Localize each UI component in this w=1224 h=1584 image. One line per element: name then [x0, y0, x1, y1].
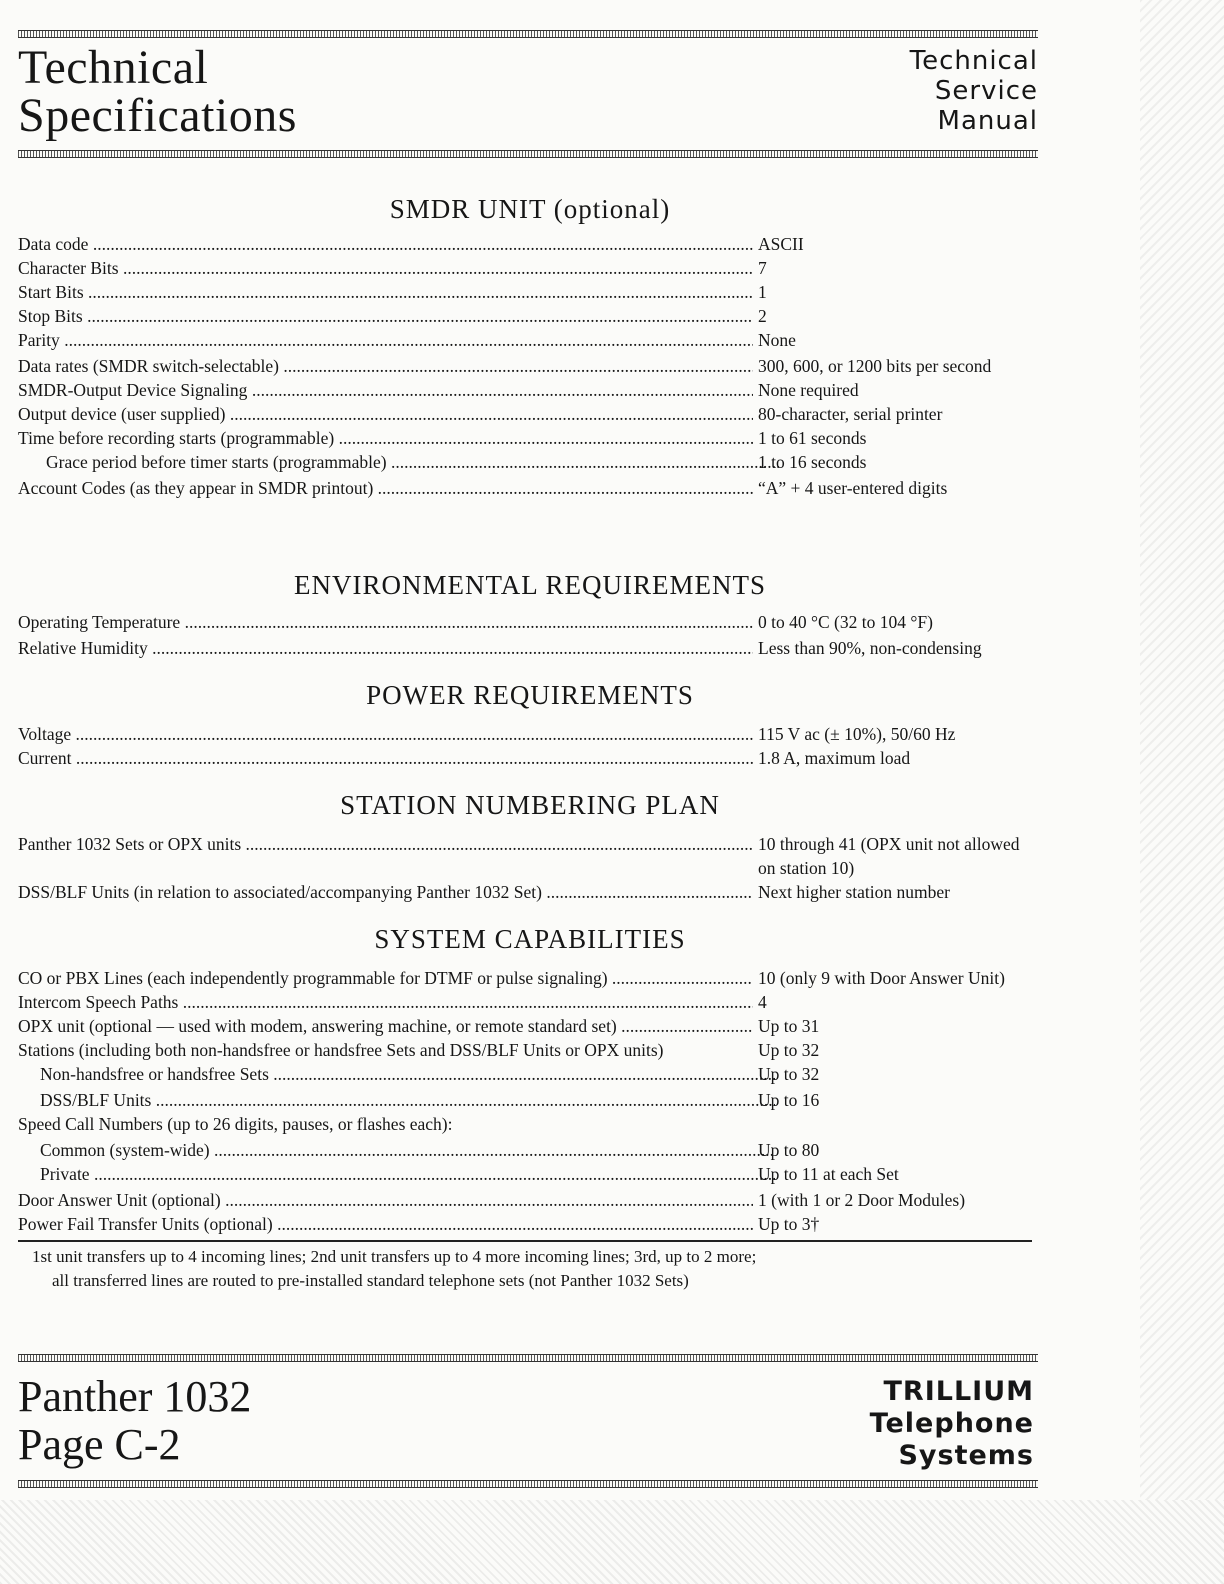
- spec-value: 10 through 41 (OPX unit not allowed on station 10): [758, 834, 1020, 878]
- spec-label: Current .....: [18, 746, 753, 770]
- spec-value: 0 to 40 °C (32 to 104 °F): [758, 612, 933, 632]
- spec-row: [18, 402, 1048, 426]
- spec-value: 10 (only 9 with Door Answer Unit): [758, 968, 1005, 988]
- spec-label: Character Bits .....: [18, 256, 753, 280]
- spec-label: Intercom Speech Paths .....: [18, 990, 753, 1014]
- spec-row: [18, 722, 1048, 746]
- spec-value: 1.8 A, maximum load: [758, 748, 911, 768]
- spec-row: [18, 280, 1048, 304]
- spec-row: [18, 1138, 1048, 1162]
- spec-label: Start Bits .....: [18, 280, 753, 304]
- section-heading-smdr: SMDR UNIT (optional): [389, 194, 671, 224]
- spec-label: Account Codes (as they appear in SMDR printout) .....: [18, 476, 753, 500]
- spec-value: 7: [758, 258, 767, 278]
- spec-row: [18, 426, 1048, 450]
- spec-row: [18, 990, 1048, 1014]
- section-heading-capabilities: SYSTEM CAPABILITIES: [374, 924, 686, 954]
- spec-label: DSS/BLF Units (in relation to associated/accompanying Panther 1032 Set) .....: [18, 880, 753, 904]
- spec-label: Time before recording starts (programmable) .....: [18, 426, 753, 450]
- spec-value: Up to 16: [758, 1090, 820, 1110]
- spec-label: Door Answer Unit (optional) .....: [18, 1188, 753, 1212]
- spec-row: [18, 378, 1048, 402]
- footer-bottom-rule: [18, 1480, 1038, 1488]
- spec-label: Grace period before timer starts (programmable) .....: [18, 450, 781, 474]
- spec-row: [18, 232, 1048, 256]
- spec-row: [18, 610, 1048, 634]
- footer-top-rule: [18, 1354, 1038, 1362]
- company-line1: TRILLIUM: [883, 1376, 1034, 1407]
- spec-label: Power Fail Transfer Units (optional) .....: [18, 1212, 753, 1236]
- spec-label: Parity .....: [18, 328, 753, 352]
- spec-row: [18, 1014, 1048, 1038]
- spec-row: [18, 354, 1048, 378]
- spec-label: Speed Call Numbers (up to 26 digits, pauses, or flashes each):: [18, 1114, 453, 1134]
- spec-row: [18, 1162, 1048, 1186]
- page-number: Page C-2: [18, 1420, 181, 1469]
- spec-row: [18, 1188, 1048, 1212]
- header-top-rule: [18, 30, 1038, 38]
- spec-value: 2: [758, 306, 767, 326]
- spec-row: [18, 880, 1048, 904]
- spec-row: [18, 304, 1048, 328]
- spec-value: Less than 90%, non-condensing: [758, 638, 982, 658]
- spec-value: None required: [758, 380, 859, 400]
- spec-label: Panther 1032 Sets or OPX units .....: [18, 832, 753, 856]
- spec-label: Non-handsfree or handsfree Sets .....: [18, 1062, 775, 1086]
- spec-value: 1: [758, 282, 767, 302]
- company-line2: Telephone: [869, 1408, 1034, 1439]
- scan-noise-bottom: [0, 1500, 1224, 1584]
- spec-label: Private .....: [18, 1162, 775, 1186]
- page-title-line1: Technical: [18, 41, 209, 94]
- section-heading-environmental: ENVIRONMENTAL REQUIREMENTS: [293, 570, 767, 600]
- spec-value: 80-character, serial printer: [758, 404, 943, 424]
- page-title-line2: Specifications: [18, 89, 297, 142]
- spec-label: DSS/BLF Units .....: [18, 1088, 775, 1112]
- spec-value: 1 (with 1 or 2 Door Modules): [758, 1190, 966, 1210]
- spec-row: [18, 832, 1048, 880]
- section-heading-numbering: STATION NUMBERING PLAN: [340, 790, 720, 820]
- spec-value: 4: [758, 992, 767, 1012]
- section-heading-power: POWER REQUIREMENTS: [366, 680, 694, 710]
- spec-label: SMDR-Output Device Signaling .....: [18, 378, 753, 402]
- spec-label: Common (system-wide) .....: [18, 1138, 775, 1162]
- spec-label: Data rates (SMDR switch-selectable) .....: [18, 354, 753, 378]
- spec-row: [18, 636, 1048, 660]
- spec-value: None: [758, 330, 796, 350]
- spec-row: [18, 450, 1048, 474]
- scan-noise-right: [1140, 0, 1224, 1500]
- footnote-line1: 1st unit transfers up to 4 incoming lines; 2nd unit transfers up to 4 more incoming lines; 3rd, up to 2 more;: [32, 1247, 757, 1266]
- company-line3: Systems: [898, 1440, 1034, 1471]
- spec-label: Stations (including both non-handsfree or handsfree Sets and DSS/BLF Units or OPX units): [18, 1040, 664, 1060]
- spec-value: Next higher station number: [758, 882, 950, 902]
- spec-value: 115 V ac (± 10%), 50/60 Hz: [758, 724, 956, 744]
- spec-value: Up to 3†: [758, 1214, 820, 1234]
- spec-value: Up to 80: [758, 1140, 820, 1160]
- spec-row: [18, 328, 1048, 352]
- spec-row: [18, 746, 1048, 770]
- product-name: Panther 1032: [18, 1372, 252, 1421]
- spec-row: [18, 1062, 1048, 1086]
- spec-row: [18, 256, 1048, 280]
- manual-label-line1: Technical: [909, 46, 1038, 76]
- spec-label: CO or PBX Lines (each independently programmable for DTMF or pulse signaling) .....: [18, 966, 753, 990]
- spec-value: 1 to 16 seconds: [758, 452, 867, 472]
- spec-label: Voltage .....: [18, 722, 753, 746]
- spec-label: Relative Humidity .....: [18, 636, 753, 660]
- spec-label: Operating Temperature .....: [18, 610, 753, 634]
- spec-value: ASCII: [758, 234, 804, 254]
- spec-label: Stop Bits .....: [18, 304, 753, 328]
- spec-value: Up to 11 at each Set: [758, 1164, 899, 1184]
- spec-label: OPX unit (optional — used with modem, answering machine, or remote standard set) .....: [18, 1014, 753, 1038]
- footnote-rule: [18, 1240, 1032, 1242]
- spec-row: [18, 1212, 1048, 1236]
- spec-row: [18, 1112, 1048, 1136]
- spec-value: 1 to 61 seconds: [758, 428, 867, 448]
- spec-value: “A” + 4 user-entered digits: [758, 478, 948, 498]
- spec-label: Output device (user supplied) .....: [18, 402, 753, 426]
- spec-value: Up to 32: [758, 1064, 820, 1084]
- spec-value: Up to 32: [758, 1040, 820, 1060]
- spec-row: [18, 476, 1048, 500]
- spec-value: 300, 600, or 1200 bits per second: [758, 356, 992, 376]
- footnote-line2: all transferred lines are routed to pre-installed standard telephone sets (not Panther 1032 Sets): [52, 1271, 689, 1290]
- spec-row: [18, 1038, 1048, 1062]
- spec-value: Up to 31: [758, 1016, 820, 1036]
- header-bottom-rule: [18, 150, 1038, 158]
- spec-label: Data code .....: [18, 232, 753, 256]
- spec-row: [18, 966, 1048, 990]
- manual-label-line2: Service: [934, 76, 1038, 106]
- spec-row: [18, 1088, 1048, 1112]
- manual-label-line3: Manual: [937, 106, 1038, 136]
